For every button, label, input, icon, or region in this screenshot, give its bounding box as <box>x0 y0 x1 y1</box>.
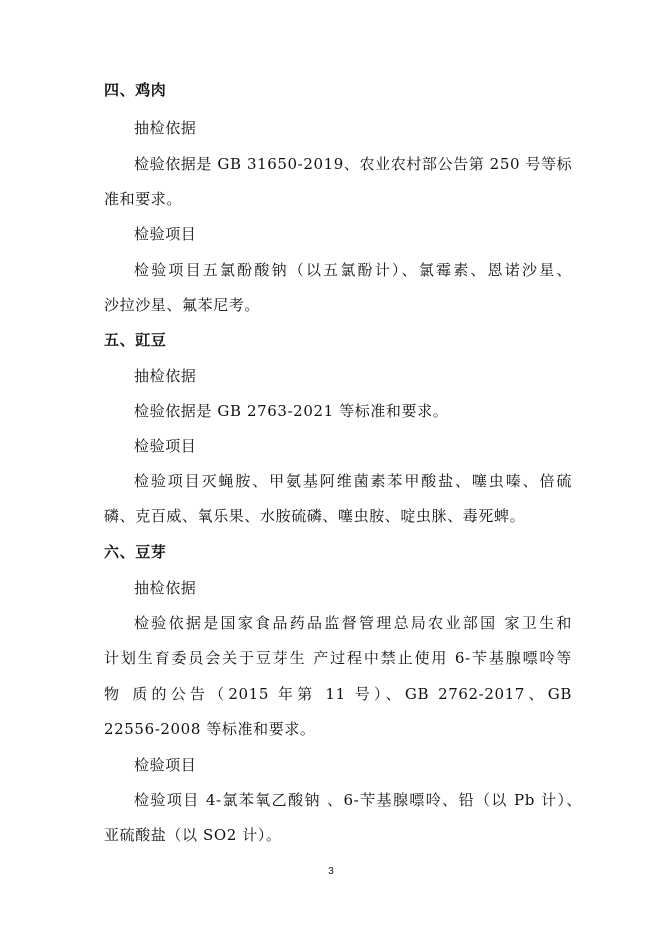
section-heading-bean-sprouts: 六、豆芽 <box>104 543 167 561</box>
basis-text-line: 检验依据是 GB 2763-2021 等标准和要求。 <box>134 402 449 420</box>
basis-text-line: 22556-2008 等标准和要求。 <box>104 720 316 738</box>
items-label: 检验项目 <box>134 225 197 243</box>
basis-text-line: 准和要求。 <box>104 190 183 208</box>
items-label: 检验项目 <box>134 437 197 455</box>
section-heading-cowpea: 五、豇豆 <box>104 331 167 349</box>
items-label: 检验项目 <box>134 756 197 774</box>
basis-text-line: 物 质的公告（2015 年第 11 号）、GB 2762-2017、GB <box>104 685 572 703</box>
page-number: 3 <box>328 866 334 877</box>
basis-label: 抽检依据 <box>134 579 197 597</box>
section-heading-chicken: 四、鸡肉 <box>104 81 167 99</box>
basis-text-line: 检验依据是 GB 31650-2019、农业农村部公告第 250 号等标 <box>134 155 573 173</box>
items-text-line: 沙拉沙星、氟苯尼考。 <box>104 296 261 314</box>
items-text-line: 检验项目 4-氯苯氧乙酸钠 、6-苄基腺嘌呤、铅（以 Pb 计）、 <box>134 791 582 809</box>
basis-label: 抽检依据 <box>134 119 197 137</box>
basis-label: 抽检依据 <box>134 367 197 385</box>
items-text-line: 磷、克百威、氧乐果、水胺硫磷、噻虫胺、啶虫脒、毒死蜱。 <box>104 507 526 525</box>
items-text-line: 检验项目五氯酚酸钠（以五氯酚计）、氯霉素、恩诺沙星、 <box>134 261 572 279</box>
items-text-line: 亚硫酸盐（以 SO2 计）。 <box>104 826 282 844</box>
items-text-line: 检验项目灭蝇胺、甲氨基阿维菌素苯甲酸盐、噻虫嗪、倍硫 <box>134 472 572 490</box>
basis-text-line: 计划生育委员会关于豆芽生 产过程中禁止使用 6-苄基腺嘌呤等 <box>104 649 572 667</box>
basis-text-line: 检验依据是国家食品药品监督管理总局农业部国 家卫生和 <box>134 614 572 632</box>
